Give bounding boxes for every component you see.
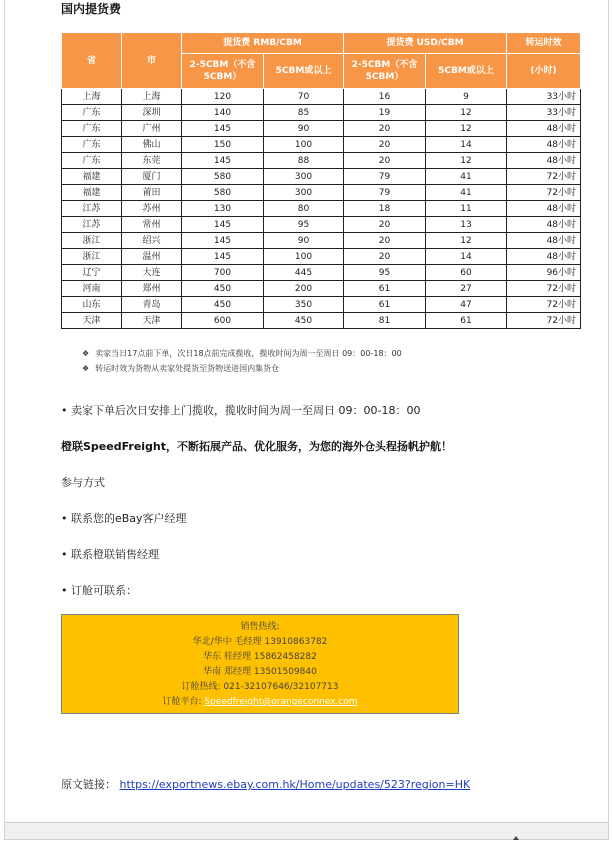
header-usd-group: 提货费 USD/CBM [344,33,507,54]
cell-usd-large: 14 [426,249,507,265]
header-usd-small: 2-5CBM（不含5CBM） [344,54,426,89]
contact-box [61,614,459,714]
cell-rmb-large: 300 [264,169,344,185]
booking-hotline: 订舱热线: 021-32107646/32107713 [181,682,339,692]
cell-province: 福建 [62,169,122,185]
cell-city: 大连 [122,265,182,281]
cell-rmb-small: 150 [182,137,264,153]
cell-city: 郑州 [122,281,182,297]
header-province: 省 [62,33,122,89]
table-row [62,233,581,249]
cell-rmb-large: 200 [264,281,344,297]
cell-city: 东莞 [122,153,182,169]
cell-usd-small: 61 [344,281,426,297]
contact-north: 华北/华中 毛经理 13910863782 [192,637,328,647]
cell-province: 广东 [62,105,122,121]
header-city: 市 [122,33,182,89]
cell-rmb-large: 80 [264,201,344,217]
hotline-title: 销售热线: [240,622,280,632]
cell-rmb-large: 90 [264,233,344,249]
table-row [62,137,581,153]
cell-usd-small: 81 [344,313,426,329]
cell-rmb-small: 145 [182,233,264,249]
cell-rmb-small: 700 [182,265,264,281]
cell-rmb-small: 145 [182,153,264,169]
cell-transit: 48小时 [507,249,581,265]
header-rmb-large: 5CBM或以上 [264,54,344,89]
cell-rmb-small: 580 [182,169,264,185]
cell-transit: 72小时 [507,169,581,185]
header-usd-large: 5CBM或以上 [426,54,507,89]
cell-usd-large: 12 [426,121,507,137]
cell-usd-large: 61 [426,313,507,329]
section-title: 国内提货费 [61,2,122,16]
cell-city: 佛山 [122,137,182,153]
cell-usd-small: 20 [344,137,426,153]
note-text: 卖家当日17点前下单，次日18点前完成揽收，揽收时间为周一至周日 09：00-18：00 [95,349,402,358]
table-row [62,201,581,217]
cell-rmb-small: 145 [182,121,264,137]
cell-usd-large: 14 [426,137,507,153]
cell-usd-large: 12 [426,105,507,121]
cell-province: 江苏 [62,217,122,233]
cell-province: 广东 [62,121,122,137]
cell-usd-large: 13 [426,217,507,233]
source-label: 原文链接： [61,778,116,791]
cell-transit: 72小时 [507,297,581,313]
cell-rmb-large: 70 [264,89,344,105]
contact-item: • 订舱可联系： [61,584,137,597]
cell-rmb-small: 450 [182,281,264,297]
table-row [62,153,581,169]
cell-city: 深圳 [122,105,182,121]
platform-email-link[interactable]: Speedfreight@orangeconnex.com [204,697,358,707]
cell-rmb-large: 88 [264,153,344,169]
scroll-up-arrow-icon[interactable] [513,836,519,840]
diamond-bullet-icon: ❖ [82,349,90,358]
cell-usd-small: 16 [344,89,426,105]
header-rmb-small: 2-5CBM（不含5CBM） [182,54,264,89]
cell-usd-large: 27 [426,281,507,297]
cell-city: 广州 [122,121,182,137]
contact-item: • 联系您的eBay客户经理 [61,512,187,525]
cell-rmb-small: 140 [182,105,264,121]
table-notes [82,346,402,376]
cell-province: 河南 [62,281,122,297]
table-row [62,185,581,201]
table-row [62,169,581,185]
table-row [62,121,581,137]
cell-rmb-large: 445 [264,265,344,281]
cell-rmb-small: 450 [182,297,264,313]
table-row [62,217,581,233]
cell-usd-small: 95 [344,265,426,281]
cell-rmb-small: 600 [182,313,264,329]
cell-transit: 72小时 [507,313,581,329]
note-item [82,361,402,376]
diamond-bullet-icon: ❖ [82,364,90,373]
cell-province: 广东 [62,137,122,153]
pickup-fee-table [61,32,581,329]
cell-rmb-small: 130 [182,201,264,217]
cell-rmb-large: 100 [264,137,344,153]
cell-usd-small: 20 [344,121,426,137]
header-transit-unit: (小时) [507,54,581,89]
table-row [62,89,581,105]
booking-platform [62,695,458,710]
cell-rmb-small: 580 [182,185,264,201]
table-row [62,249,581,265]
cell-usd-small: 79 [344,185,426,201]
cell-transit: 48小时 [507,121,581,137]
cell-usd-small: 61 [344,297,426,313]
cell-usd-large: 12 [426,233,507,249]
cell-province: 浙江 [62,233,122,249]
cell-transit: 33小时 [507,105,581,121]
cell-usd-small: 20 [344,153,426,169]
cell-transit: 72小时 [507,185,581,201]
cell-transit: 48小时 [507,217,581,233]
cell-usd-small: 20 [344,249,426,265]
participate-heading: 参与方式 [61,476,105,489]
cell-city: 天津 [122,313,182,329]
contact-south: 华南 郑经理 13501509840 [203,667,317,677]
cell-usd-small: 20 [344,217,426,233]
cell-city: 上海 [122,89,182,105]
source-line [61,776,470,792]
cell-rmb-large: 95 [264,217,344,233]
cell-transit: 48小时 [507,201,581,217]
table-row [62,265,581,281]
cell-rmb-large: 100 [264,249,344,265]
cell-transit: 48小时 [507,137,581,153]
contact-east: 华东 桂经理 15862458282 [203,652,317,662]
cell-city: 绍兴 [122,233,182,249]
cell-rmb-large: 350 [264,297,344,313]
table-row [62,281,581,297]
cell-usd-large: 9 [426,89,507,105]
cell-rmb-small: 120 [182,89,264,105]
cell-rmb-large: 90 [264,121,344,137]
cell-rmb-large: 85 [264,105,344,121]
cell-usd-small: 79 [344,169,426,185]
cell-city: 厦门 [122,169,182,185]
cell-transit: 48小时 [507,153,581,169]
cell-usd-small: 18 [344,201,426,217]
cell-transit: 48小时 [507,233,581,249]
pickup-schedule-text: • 卖家下单后次日安排上门揽收，揽收时间为周一至周日 09：00-18：00 [61,404,421,417]
cell-usd-large: 47 [426,297,507,313]
table-body [62,89,581,329]
platform-label: 订舱平台: [162,697,202,707]
note-text: 转运时效为货物从卖家处提货至货物送进国内集货仓 [95,364,280,373]
table-row [62,297,581,313]
cell-usd-large: 12 [426,153,507,169]
cell-province: 浙江 [62,249,122,265]
cell-city: 莆田 [122,185,182,201]
cell-province: 山东 [62,297,122,313]
cell-province: 上海 [62,89,122,105]
cell-city: 苏州 [122,201,182,217]
cell-rmb-small: 145 [182,249,264,265]
cell-usd-small: 20 [344,233,426,249]
table-row [62,313,581,329]
cell-rmb-large: 300 [264,185,344,201]
cell-rmb-large: 450 [264,313,344,329]
cell-transit: 33小时 [507,89,581,105]
cell-usd-large: 60 [426,265,507,281]
cell-rmb-small: 145 [182,217,264,233]
cell-usd-large: 11 [426,201,507,217]
header-rmb-group: 提货费 RMB/CBM [182,33,344,54]
header-transit-group: 转运时效 [507,33,581,54]
cell-usd-large: 41 [426,169,507,185]
cell-usd-large: 41 [426,185,507,201]
cell-province: 辽宁 [62,265,122,281]
cell-usd-small: 19 [344,105,426,121]
cell-transit: 96小时 [507,265,581,281]
cell-province: 江苏 [62,201,122,217]
cell-province: 天津 [62,313,122,329]
slogan-text: 橙联SpeedFreight，不断拓展产品、优化服务，为您的海外仓头程扬帆护航！ [61,440,453,453]
source-link[interactable]: https://exportnews.ebay.com.hk/Home/updates/523?region=HK [119,778,471,791]
cell-city: 常州 [122,217,182,233]
note-item [82,346,402,361]
cell-city: 青岛 [122,297,182,313]
cell-province: 广东 [62,153,122,169]
contact-item: • 联系橙联销售经理 [61,548,159,561]
cell-province: 福建 [62,185,122,201]
table-row [62,105,581,121]
cell-city: 温州 [122,249,182,265]
cell-transit: 72小时 [507,281,581,297]
